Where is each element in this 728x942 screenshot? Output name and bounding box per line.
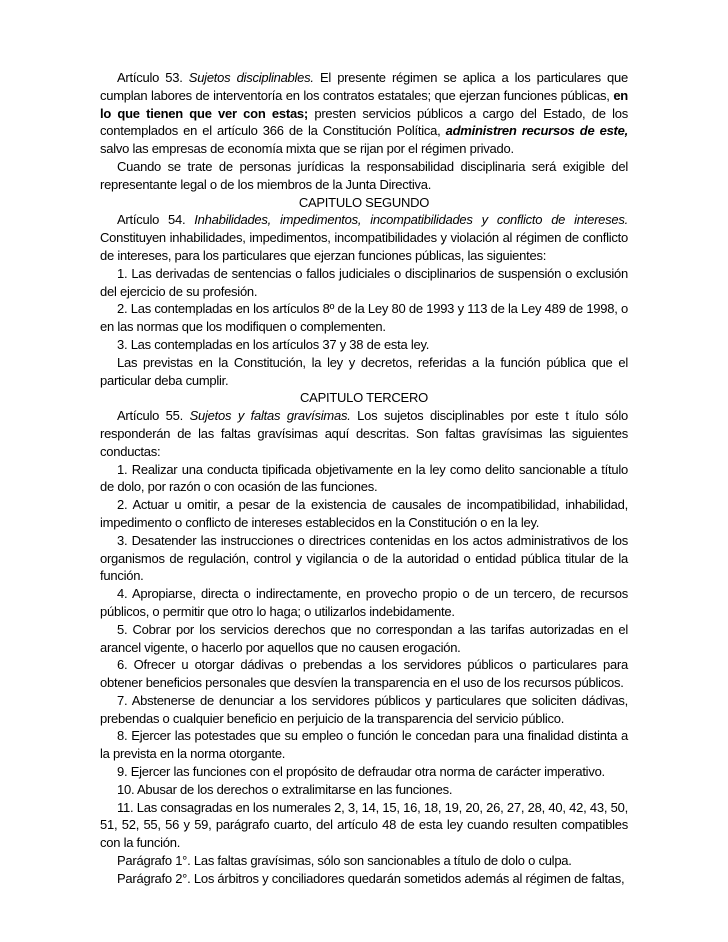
paragrafo-1: Parágrafo 1°. Las faltas gravísimas, sólo son sancionables a título de dolo o culpa. <box>117 853 572 869</box>
chapter-3-heading: CAPITULO TERCERO <box>300 390 428 406</box>
article-53-bold-text: en lo que tienen que ver con estas; <box>100 87 628 121</box>
paragrafo-2: Parágrafo 2°. Los árbitros y conciliadores quedarán sometidos además al régimen de faltas, <box>117 870 625 886</box>
article-53-paragraph-2: Cuando se trate de personas jurídicas la responsabilidad disciplinaria será exigible del representante legal o de los miembros de la Junta Directiva. <box>100 158 628 192</box>
article-53-text-2: presten servicios públicos a cargo del Estado, de los contemplados en el artículo 366 de la Constitución Política, <box>100 105 628 139</box>
article-54-item: 2. Las contempladas en los artículos 8º de la Ley 80 de 1993 y 113 de la Ley 489 de 1998, o en las normas que los modifiquen o complementen. <box>100 301 628 335</box>
article-53-italic-text: administren recursos de este, <box>445 123 628 139</box>
article-53-title: Sujetos disciplinables. <box>188 70 314 85</box>
article-53-text-3: salvo las empresas de economía mixta que se rijan por el régimen privado. <box>100 141 514 157</box>
article-55-item: 10. Abusar de los derechos o extralimitarse en las funciones. <box>117 781 453 797</box>
article-55-item: 3. Desatender las instrucciones o directrices contenidas en los actos administrativos de los organismos de regulación, control y vigilancia o de la autoridad o entidad pública titular de la función. <box>100 532 628 584</box>
article-55-item: 2. Actuar u omitir, a pesar de la existencia de causales de incompatibilidad, inhabilidad, impedimento o conflicto de intereses establecidos en la Constitución o en la ley. <box>100 497 628 530</box>
article-55-intro: Los sujetos disciplinables por este t ítulo sólo responderán de las faltas gravísimas aquí descritas. Son faltas gravísimas las siguientes conductas: <box>100 408 628 459</box>
article-55-item: 11. Las consagradas en los numerales 2, 3, 14, 15, 16, 18, 19, 20, 26, 27, 28, 40, 42, 43, 50, 51, 52, 55, 56 y 59, parágrafo cuarto, del artículo 48 de esta ley cuando resulten compatibles con la función. <box>100 799 628 851</box>
article-55-item: 1. Realizar una conducta tipificada objetivamente en la ley como delito sancionable a título de dolo, por razón o con ocasión de las funciones. <box>100 461 628 495</box>
article-54-label: Artículo 54. <box>117 212 186 228</box>
article-55-item: 9. Ejercer las funciones con el propósito de defraudar otra norma de carácter imperativo. <box>117 764 605 780</box>
article-54-item: 3. Las contempladas en los artículos 37 y 38 de esta ley. <box>117 336 430 352</box>
article-54-intro: Constituyen inhabilidades, impedimentos, incompatibilidades y violación al régimen de conflicto de intereses, para los particulares que ejerzan funciones públicas, las siguientes: <box>100 230 628 263</box>
article-55-item: 6. Ofrecer u otorgar dádivas o prebendas a los servidores públicos o particulares para obtener beneficios personales que desvíen la transparencia en el uso de los recursos públicos. <box>100 657 628 691</box>
article-55-label: Artículo 55. <box>117 408 183 424</box>
article-54-item: 1. Las derivadas de sentencias o fallos judiciales o disciplinarios de suspensión o exclusión del ejercicio de su profesión. <box>100 265 628 299</box>
article-55-item: 7. Abstenerse de denunciar a los servidores públicos y particulares que soliciten dádivas, prebendas o cualquier beneficio en perjuicio de la transparencia del servicio público. <box>100 692 628 726</box>
article-55-title: Sujetos y faltas gravísimas. <box>189 408 351 424</box>
article-55-paragraph <box>100 407 628 460</box>
article-55-item: 8. Ejercer las potestades que su empleo o función le concedan para una finalidad distinta a la prevista en la norma otorgante. <box>100 728 628 762</box>
article-53-paragraph <box>100 69 628 158</box>
chapter-2-heading: CAPITULO SEGUNDO <box>298 194 430 210</box>
document-page <box>100 69 628 888</box>
article-53-text-1: El presente régimen se aplica a los particulares que cumplan labores de interventoría en los contratos estatales; que ejerzan funciones públicas, <box>100 70 628 103</box>
article-54-title: Inhabilidades, impedimentos, incompatibilidades y conflicto de intereses. <box>194 212 628 228</box>
article-53-label: Artículo 53. <box>117 70 183 85</box>
article-54-item: Las previstas en la Constitución, la ley y decretos, referidas a la función pública que el particular deba cumplir. <box>100 354 628 388</box>
article-55-item: 5. Cobrar por los servicios derechos que no correspondan a las tarifas autorizadas en el arancel vigente, o hacerlo por aquellos que no causen erogación. <box>100 621 628 655</box>
article-55-item: 4. Apropiarse, directa o indirectamente, en provecho propio o de un tercero, de recursos públicos, o permitir que otro lo haga; o utilizarlos indebidamente. <box>100 586 628 619</box>
article-54-paragraph <box>100 211 628 264</box>
